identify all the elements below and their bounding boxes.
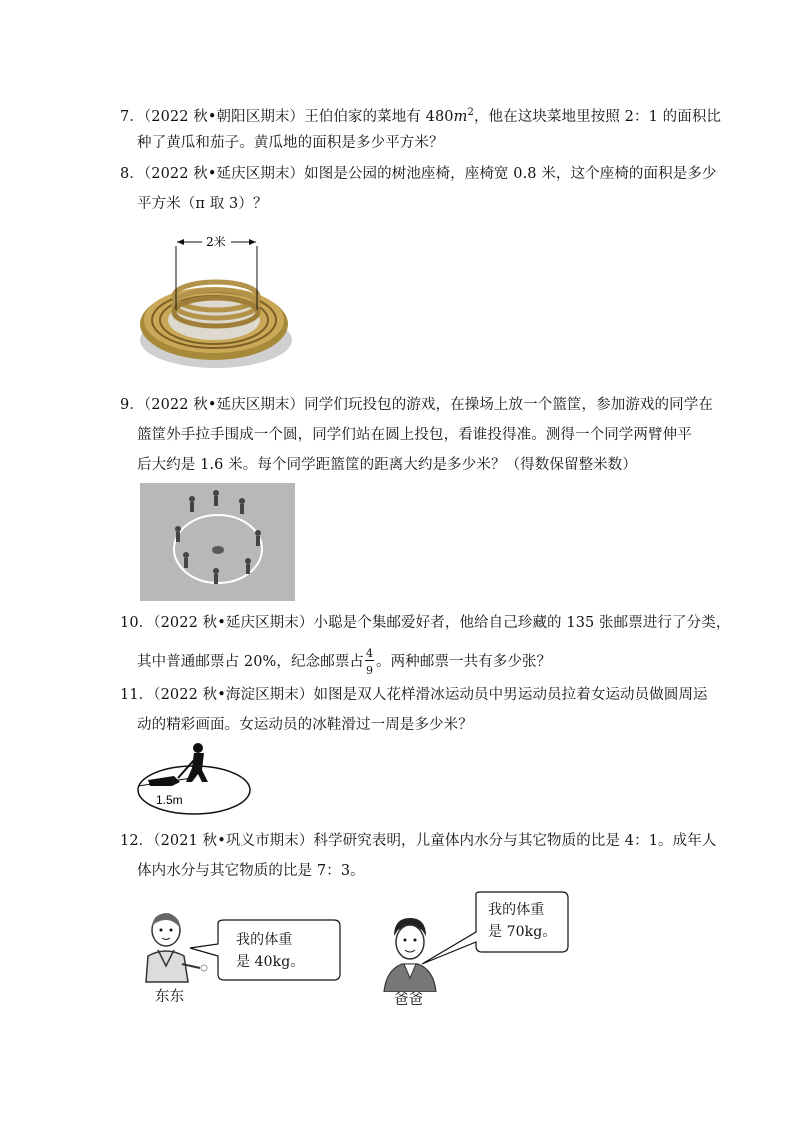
- q7-line2: 种了黄瓜和茄子。黄瓜地的面积是多少平方米？: [137, 135, 444, 151]
- q8-line2: 平方米（π 取 3）？: [137, 196, 268, 212]
- q7-sup: 2: [467, 107, 474, 118]
- child-name: 东东: [155, 989, 185, 1005]
- q7-unit: m: [453, 109, 468, 125]
- playground-circle-photo: [140, 483, 295, 601]
- tree-bench-figure: [136, 228, 296, 376]
- q8-line1: 8．（2022 秋•延庆区期末）如图是公园的树池座椅，座椅宽 0.8 米，这个座椅的面积是多少: [120, 166, 717, 182]
- q12-line2: 体内水分与其它物质的比是 7：3。: [137, 863, 365, 879]
- child-bubble-line1: 我的体重: [236, 932, 293, 948]
- q11-fig-label: 1.5m: [156, 793, 183, 807]
- q11-line2: 动的精彩画面。女运动员的冰鞋滑过一周是多少米？: [137, 717, 473, 733]
- q10-line1: 10．（2022 秋•延庆区期末）小聪是个集邮爱好者，他给自己珍藏的 135 张邮票进行了分类，: [120, 615, 731, 631]
- q10-line2: [137, 647, 552, 677]
- q9-line1: 9．（2022 秋•延庆区期末）同学们玩投包的游戏，在操场上放一个篮筐，参加游戏的同学在: [120, 397, 713, 413]
- father-bubble-line1: 我的体重: [488, 902, 545, 918]
- q10-text-a: 其中普通邮票占 20%，纪念邮票占: [137, 654, 365, 670]
- father-bubble-line2: 是 70kg。: [488, 924, 557, 940]
- father-name: 爸爸: [394, 992, 424, 1008]
- q7-text-b: ，他在这块菜地里按照 2：1 的面积比: [473, 109, 722, 125]
- q11-line1: 11．（2022 秋•海淀区期末）如图是双人花样滑冰运动员中男运动员拉着女运动员做圆周运: [120, 687, 708, 703]
- q8-fig-label: 2米: [206, 235, 226, 249]
- q10-fraction: [365, 647, 375, 677]
- q7-line1: [120, 103, 721, 127]
- q10-text-b: 。两种邮票一共有多少张？: [376, 654, 552, 670]
- q10-frac-den: 9: [366, 664, 374, 677]
- figure-skating-diagram: [136, 738, 254, 818]
- child-bubble-line2: 是 40kg。: [236, 954, 305, 970]
- q9-line3: 后大约是 1.6 米。每个同学距篮筐的距离大约是多少米？（得数保留整米数）: [137, 457, 637, 473]
- q7-text-a: 7．（2022 秋•朝阳区期末）王伯伯家的菜地有 480: [120, 109, 454, 125]
- q9-line2: 篮筐外手拉手围成一个圆，同学们站在圆上投包，看谁投得准。测得一个同学两臂伸平: [137, 427, 692, 443]
- q10-frac-num: 4: [366, 647, 374, 660]
- q12-line1: 12．（2021 秋•巩义市期末）科学研究表明，儿童体内水分与其它物质的比是 4：1。成年人: [120, 833, 717, 849]
